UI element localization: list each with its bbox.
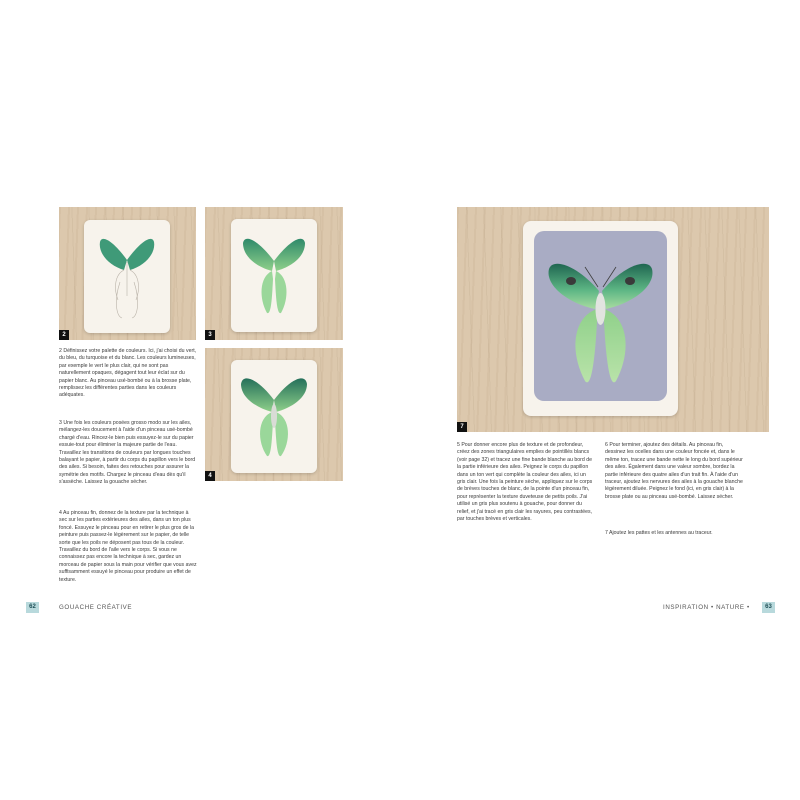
running-title-right: INSPIRATION • NATURE • — [663, 604, 750, 611]
step-number-badge: 4 — [205, 471, 215, 481]
paragraph-step-5: 5 Pour donner encore plus de texture et de profondeur, créez des zones triangulaires emplies de pointillés blancs (voir page 32) et tracez une fine bande blanche au bord de la partie inférieure des ailes. Peignez le corps du papillon dans un ton vert qui complète la couleur des ailes, ici un gris clair. Une fois la peinture sèche, appliquez sur le corps de brèves touches de blanc, de la pointe d'un pinceau fin, pour représenter la texture duveteuse de petits poils. J'ai utilisé un gris plus soutenu à gouache, pour donner du relief, et j'ai tracé en gris clair les rayures, peu contrastées, par touches brèves et verticales. — [457, 442, 593, 523]
moth-texture-illustration — [231, 360, 317, 473]
photo-step-2 — [59, 207, 196, 340]
page-number-left: 62 — [26, 602, 39, 613]
paragraph-step-2: 2 Définissez votre palette de couleurs. Ici, j'ai choisi du vert, du bleu, du turquoise et du blanc. Les couleurs lumineuses, par exemple le vert le plus clair, qui ne sont pas naturellement opaques, dégagent tout leur éclat sur du papier blanc. Au pinceau usé-bombé ou à la brosse plate, remplissez les différentes parties dans les couleurs adéquates. — [59, 348, 197, 399]
step-number-badge: 2 — [59, 330, 69, 340]
photo-step-3 — [205, 207, 343, 340]
paragraph-step-4: 4 Au pinceau fin, donnez de la texture par la technique à sec sur les parties extérieures des ailes, dans un ton plus foncé. Essuyez le pinceau pour en retirer le plus gros de la peinture puis passez-le légèrement sur le papier, de telle sorte que les poils ne déposent pas tous de la couleur. Travaillez du bord de l'aile vers le corps. Si vous ne connaissez pas encore la technique à sec, gardez un morceau de papier sous la main pour vérifier que vous avez suffisamment essuyé le pinceau pour produire un effet de texture. — [59, 510, 197, 583]
paragraph-step-3: 3 Une fois les couleurs posées grosso modo sur les ailes, mélangez-les doucement à l'aide d'un pinceau usé-bombé chargé d'eau. Rincez-le bien puis essuyez-le sur du papier essuie-tout pour éliminer la majeure partie de l'eau. Travaillez les transitions de couleurs par longues touches balayant le papier, à partir du corps du papillon vers le bord des ailes. Si besoin, faites des retouches pour assurer la symétrie des motifs. Chargez le pinceau d'eau dès qu'il s'assèche. Laissez la gouache sécher. — [59, 420, 196, 486]
painting-card — [231, 360, 317, 473]
step-number-badge: 7 — [457, 422, 467, 432]
painting-card — [84, 220, 170, 333]
photo-step-7 — [457, 207, 769, 432]
photo-step-4 — [205, 348, 343, 481]
paragraph-step-7: 7 Ajoutez les pattes et les antennes au traceur. — [605, 530, 713, 536]
moth-sketch-illustration — [84, 220, 170, 333]
moth-colour-illustration — [231, 219, 317, 332]
painting-card — [523, 221, 678, 416]
step-number-badge: 3 — [205, 330, 215, 340]
running-title-left: GOUACHE CRÉATIVE — [59, 604, 133, 611]
paragraph-step-6: 6 Pour terminer, ajoutez des détails. Au pinceau fin, dessinez les ocelles dans une couleur foncée et, dans le même ton, tracez une bande nette le long du bord supérieur des ailes. Également dans une valeur sombre, bordez la partie inférieure des quatre ailes d'un trait fin. À l'aide d'un traceur, ajoutez les nervures des ailes à la gouache blanche légèrement diluée. Peignez le fond (ici, en gris clair) à la brosse plate ou au pinceau usé-bombé. Laissez sécher. — [605, 442, 743, 500]
page-number-right: 63 — [762, 602, 775, 613]
finished-luna-moth-illustration — [523, 221, 678, 416]
painting-card — [231, 219, 317, 332]
